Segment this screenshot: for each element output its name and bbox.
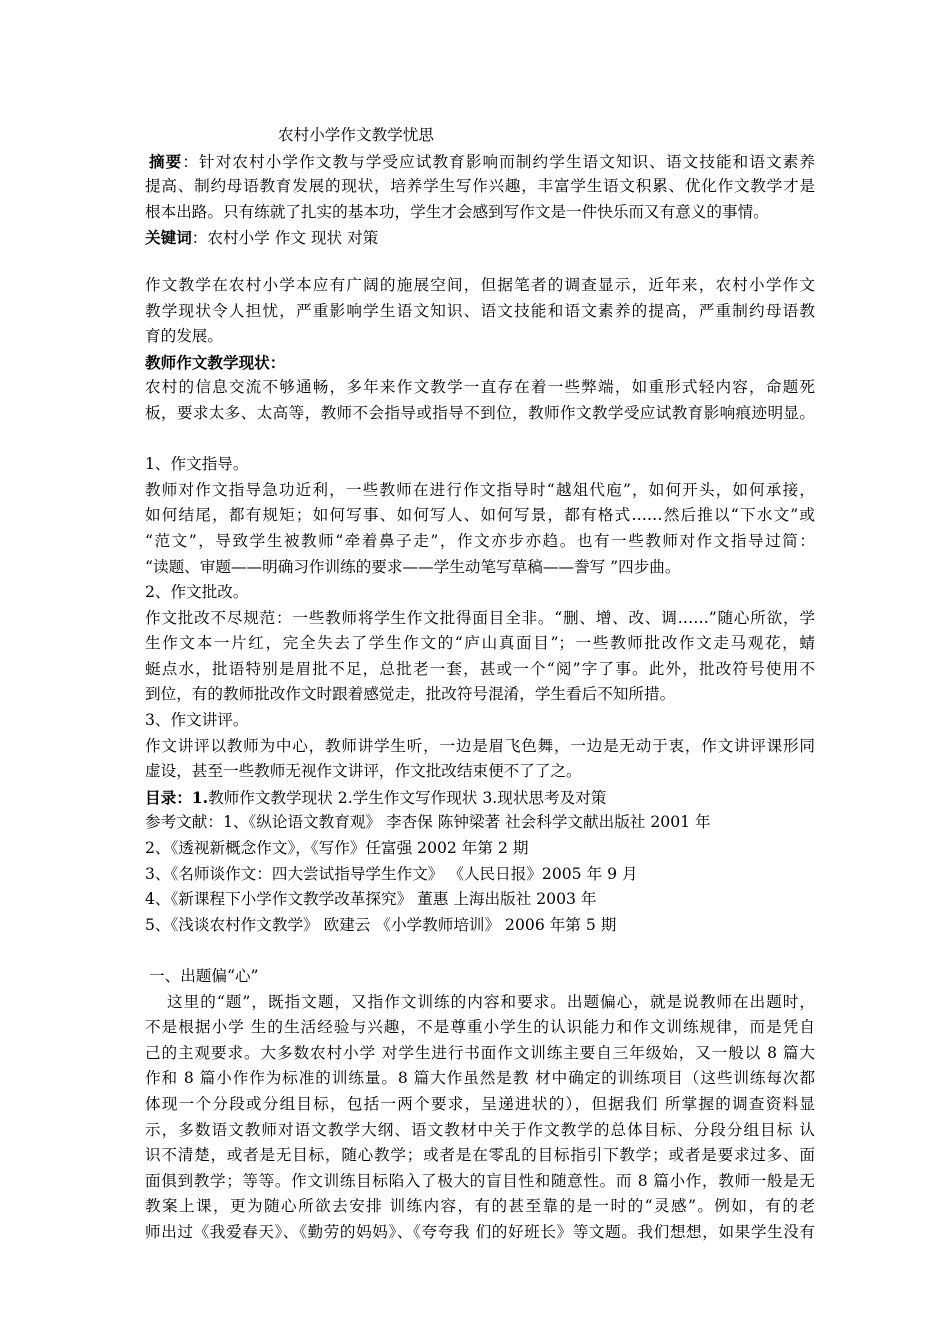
section-correction [145, 580, 815, 708]
abstract-block [145, 149, 815, 226]
document-body [145, 123, 815, 1246]
spacer [145, 938, 815, 964]
paragraph-line: 作文讲评以教师为中心，教师讲学生听，一边是眉飞色舞，一边是无动于衷，作文讲评课形同 [145, 736, 815, 755]
intro-paragraph [145, 273, 815, 350]
subsection-heading: 2、作文批改。 [145, 583, 249, 602]
paragraph-line: 这里的“题”，既指文题，又指作文训练的内容和要求。出题偏心，就是说教师在出题时， [167, 992, 815, 1011]
paragraph-line: 体现一个分段或分组目标，包括一两个要求，呈递进状的），但据我们 所掌握的调查资料显 [145, 1094, 815, 1113]
paragraph-line: 育的发展。 [145, 327, 223, 346]
document-title: 农村小学作文教学忧思 [278, 126, 434, 144]
paragraph-line: 生作文本一片红，完全失去了学生作文的“庐山真面目”；一些教师批改作文走马观花，蜻 [145, 634, 815, 653]
keywords-line [145, 225, 815, 251]
paragraph-line: 农村的信息交流不够通畅，多年来作文教学一直存在着一些弊端，如重形式轻内容，命题死 [145, 378, 815, 397]
spacer [145, 427, 815, 453]
paragraph-line: 板，要求太多、太高等，教师不会指导或指导不到位，教师作文教学受应试教育影响痕迹明显。 [145, 403, 815, 422]
paragraph-line: 师出过《我爱春天》、《勤劳的妈妈》、《夸夸我 们的好班长》等文题。我们想想，如果学生没有 [145, 1222, 815, 1241]
reference-item: 4、《新课程下小学作文教学改革探究》 董惠 上海出版社 2003 年 [145, 890, 597, 909]
paragraph-line: 识不清楚，或者是无目标，随心教学；或者是在零乱的目标指引下教学；或者是要求过多、面 [145, 1146, 815, 1165]
subsection-heading: 3、作文讲评。 [145, 711, 249, 730]
paragraph-line: 到位，有的教师批改作文时跟着感觉走，批改符号混淆，学生看后不知所措。 [145, 685, 676, 704]
reference-item: 5、《浅谈农村作文教学》 欧建云 《小学教师培训》 2006 年第 5 期 [145, 915, 617, 934]
paragraph-line: 教学现状令人担忧，严重影响学生语文知识、语文技能和语文素养的提高，严重制约母语教 [145, 301, 815, 320]
abstract-line: 提高、制约母语教育发展的现状，培养学生写作兴趣，丰富学生语文积累、优化作文教学才是 [145, 177, 815, 196]
section-guidance [145, 452, 815, 580]
paragraph-line: 如何结尾，都有规矩；如何写事、如何写人、如何写景，都有格式……然后推以“下水文”或 [145, 506, 815, 525]
teacher-status-paragraph [145, 375, 815, 426]
paragraph-line: 不是根据小学 生的生活经验与兴趣，不是尊重小学生的认识能力和作文训练规律，而是凭自 [145, 1018, 815, 1037]
keywords-label: 关键词 [145, 228, 192, 248]
paragraph-line: “范文”，导致学生被教师“牵着鼻子走”，作文亦步亦趋。也有一些教师对作文指导过简： [145, 531, 815, 550]
abstract-label: 摘要 [149, 151, 183, 171]
paragraph-line: “读题、审题——明确习作训练的要求——学生动笔写草稿——誊写 ”四步曲。 [145, 557, 681, 576]
references-list [145, 810, 815, 938]
paragraph-line: 示，多数语文教师对语文教学大纲、语文教材中关于作文教学的总体目标、分段分组目标 认 [145, 1120, 815, 1139]
part-one [145, 964, 815, 1246]
paragraph-line: 面俱到教学；等等。作文训练目标陷入了极大的盲目性和随意性。而 8 篇小作，教师一般是无 [145, 1171, 815, 1190]
reference-item: 参考文献：1、《纵论语文教育观》 李杏保 陈钟梁著 社会科学文献出版社 2001 年 [145, 813, 711, 832]
subsection-heading: 1、作文指导。 [145, 455, 249, 474]
paragraph-line: 教案上课，更为随心所欲去安排 训练内容，有的甚至靠的是一时的“灵感”。例如，有的老 [145, 1197, 815, 1216]
section-heading: 教师作文教学现状： [145, 352, 286, 372]
paragraph-line: 作和 8 篇小作作为标准的训练量。8 篇大作虽然是教 材中确定的训练项目（这些训练每次都 [145, 1069, 815, 1088]
toc-text: 教师作文教学现状 2.学生作文写作现状 3.现状思考及对策 [208, 788, 607, 807]
paragraph-line: 作文教学在农村小学本应有广阔的施展空间，但据笔者的调查显示，近年来，农村小学作文 [145, 275, 815, 294]
paragraph-line: 作文批改不尽规范：一些教师将学生作文批得面目全非。“删、增、改、调……”随心所欲，学 [145, 608, 815, 627]
spacer [145, 251, 815, 273]
reference-item: 3、《名师谈作文：四大尝试指导学生作文》 《人民日报》2005 年 9 月 [145, 864, 638, 883]
paragraph-line: 教师对作文指导急功近利，一些教师在进行作文指导时“越俎代庖”，如何开头，如何承接， [145, 480, 815, 499]
part-heading: 一、出题偏“心” [149, 967, 259, 985]
toc-line [145, 785, 815, 811]
abstract-line: 根本出路。只有练就了扎实的基本功，学生才会感到写作文是一件快乐而又有意义的事情。 [145, 202, 769, 221]
paragraph-line: 蜓点水，批语特别是眉批不足，总批老一套，甚或一个“阅”字了事。此外，批改符号使用不 [145, 659, 815, 678]
section-review [145, 708, 815, 785]
paragraph-line: 己的主观要求。大多数农村小学 对学生进行书面作文训练主要自三年级始，又一般以 8 篇大 [145, 1043, 815, 1062]
keywords-text: ：农村小学 作文 现状 对策 [191, 229, 379, 248]
reference-item: 2、《透视新概念作文》，《写作》任富强 2002 年第 2 期 [145, 839, 529, 858]
abstract-text: ：针对农村小学作文教与学受应试教育影响而制约学生语文知识、语文技能和语文素养 [182, 152, 815, 171]
paragraph-line: 虚设，甚至一些教师无视作文讲评，作文批改结束便不了了之。 [145, 762, 582, 781]
abstract-line [145, 149, 815, 175]
toc-label: 目录：1. [145, 787, 209, 807]
